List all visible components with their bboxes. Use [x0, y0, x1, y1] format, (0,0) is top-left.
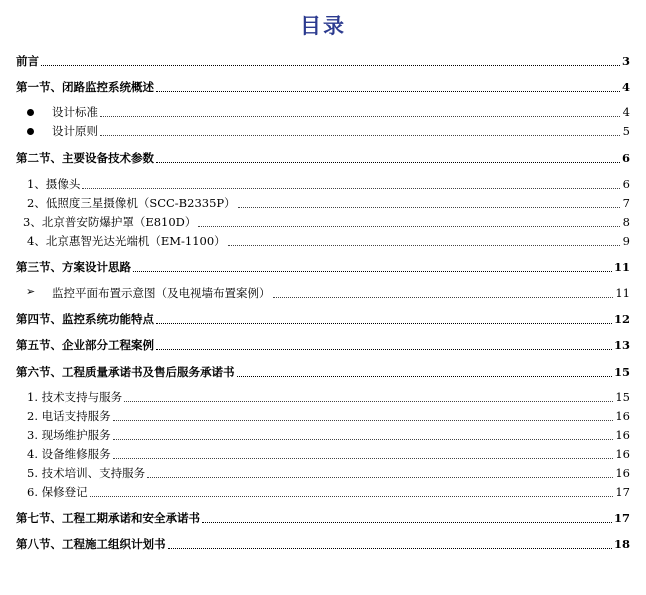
toc-entry-label: 3、北京普安防爆护罩（E810D） — [23, 215, 197, 229]
dot-leader — [168, 548, 612, 549]
dot-leader — [147, 477, 613, 478]
toc-entry-label: 第五节、企业部分工程案例 — [16, 338, 154, 352]
dot-leader — [113, 420, 614, 421]
dot-leader — [113, 458, 614, 459]
toc-entry-label: 第四节、监控系统功能特点 — [16, 312, 154, 326]
toc-entry-section-4[interactable] — [16, 311, 630, 327]
dot-leader — [228, 245, 620, 246]
toc-entry-label: 5. 技术培训、支持服务 — [27, 466, 146, 480]
dot-leader — [273, 297, 614, 298]
toc-entry-label: 第三节、方案设计思路 — [16, 260, 131, 274]
toc-page-number: 11 — [615, 286, 630, 300]
toc-title: 目录 — [300, 13, 346, 38]
toc-entry-floor-plan[interactable] — [52, 285, 630, 301]
toc-entry-design-principle[interactable] — [52, 123, 630, 139]
toc-entry-preface[interactable] — [16, 53, 630, 69]
toc-entry-tech-support[interactable] — [27, 389, 630, 405]
toc-page-number: 16 — [615, 466, 630, 480]
toc-entry-label: 前言 — [16, 54, 39, 68]
toc-entry-onsite-maintenance[interactable] — [27, 427, 630, 443]
toc-entry-design-standard[interactable] — [52, 104, 630, 120]
toc-page-number: 17 — [615, 485, 630, 499]
dot-leader — [237, 376, 612, 377]
dot-leader — [41, 65, 620, 66]
toc-entry-label: 设计标准 — [52, 105, 98, 119]
toc-page-number: 16 — [615, 428, 630, 442]
toc-entry-section-7[interactable] — [16, 510, 630, 526]
toc-entry-samsung-camera[interactable] — [27, 195, 630, 211]
dot-leader — [133, 271, 612, 272]
toc-entry-phone-support[interactable] — [27, 408, 630, 424]
toc-page-number: 3 — [621, 54, 630, 68]
dot-leader — [156, 323, 612, 324]
toc-entry-optical-transceiver[interactable] — [27, 233, 630, 249]
dot-leader — [156, 162, 620, 163]
toc-entry-label: 3. 现场维护服务 — [27, 428, 111, 442]
toc-page-number: 8 — [622, 215, 630, 229]
toc-page-number: 18 — [613, 537, 630, 551]
toc-entry-section-6[interactable] — [16, 364, 630, 380]
toc-page-number: 4 — [621, 80, 630, 94]
dot-leader — [202, 522, 612, 523]
dot-leader — [156, 349, 612, 350]
dot-leader — [156, 91, 620, 92]
toc-entry-label: 4. 设备维修服务 — [27, 447, 111, 461]
toc-page-number: 15 — [613, 365, 630, 379]
toc-page-number: 5 — [622, 124, 630, 138]
toc-entry-label: 监控平面布置示意图（及电视墙布置案例） — [52, 286, 271, 300]
dot-leader — [90, 496, 614, 497]
toc-page-number: 12 — [613, 312, 630, 326]
toc-entry-label: 第二节、主要设备技术参数 — [16, 151, 154, 165]
toc-entry-label: 第六节、工程质量承诺书及售后服务承诺书 — [16, 365, 235, 379]
toc-page-number: 6 — [622, 177, 630, 191]
toc-entry-label: 第一节、闭路监控系统概述 — [16, 80, 154, 94]
dot-leader — [124, 401, 613, 402]
dot-leader — [198, 226, 620, 227]
toc-entry-training-support[interactable] — [27, 465, 630, 481]
toc-page-number: 11 — [613, 260, 630, 274]
toc-entry-label: 4、北京惠智光达光端机（EM-1100） — [27, 234, 226, 248]
toc-page-number: 16 — [615, 409, 630, 423]
dot-leader — [113, 439, 614, 440]
toc-entry-section-3[interactable] — [16, 259, 630, 275]
toc-entry-label: 第八节、工程施工组织计划书 — [16, 537, 166, 551]
dot-leader — [238, 207, 620, 208]
toc-page-number: 7 — [622, 196, 630, 210]
toc-page-number: 16 — [615, 447, 630, 461]
dot-leader — [100, 116, 620, 117]
toc-entry-section-5[interactable] — [16, 337, 630, 353]
toc-page-number: 4 — [622, 105, 630, 119]
bullet-dot-icon — [27, 128, 34, 135]
toc-page-number: 17 — [613, 511, 630, 525]
toc-page-number: 9 — [622, 234, 630, 248]
toc-entry-label: 第七节、工程工期承诺和安全承诺书 — [16, 511, 200, 525]
toc-entry-label: 1、摄像头 — [27, 177, 81, 191]
toc-page-number: 15 — [615, 390, 630, 404]
toc-entry-equipment-repair[interactable] — [27, 446, 630, 462]
arrow-bullet-icon: ➢ — [26, 285, 36, 298]
toc-entry-label: 1. 技术支持与服务 — [27, 390, 123, 404]
toc-entry-section-1[interactable] — [16, 79, 630, 95]
toc-entry-label: 6. 保修登记 — [27, 485, 88, 499]
toc-entry-section-2[interactable] — [16, 150, 630, 166]
dot-leader — [100, 135, 620, 136]
toc-entry-explosion-proof-housing[interactable] — [23, 214, 630, 230]
dot-leader — [82, 188, 620, 189]
toc-entry-label: 2、低照度三星摄像机（SCC-B2335P） — [27, 196, 236, 210]
toc-page-number: 13 — [613, 338, 630, 352]
bullet-dot-icon — [27, 109, 34, 116]
toc-entry-label: 2. 电话支持服务 — [27, 409, 111, 423]
toc-entry-label: 设计原则 — [52, 124, 98, 138]
toc-entry-camera[interactable] — [27, 176, 630, 192]
toc-entry-section-8[interactable] — [16, 536, 630, 552]
toc-entry-warranty-registration[interactable] — [27, 484, 630, 500]
toc-page-number: 6 — [621, 151, 630, 165]
